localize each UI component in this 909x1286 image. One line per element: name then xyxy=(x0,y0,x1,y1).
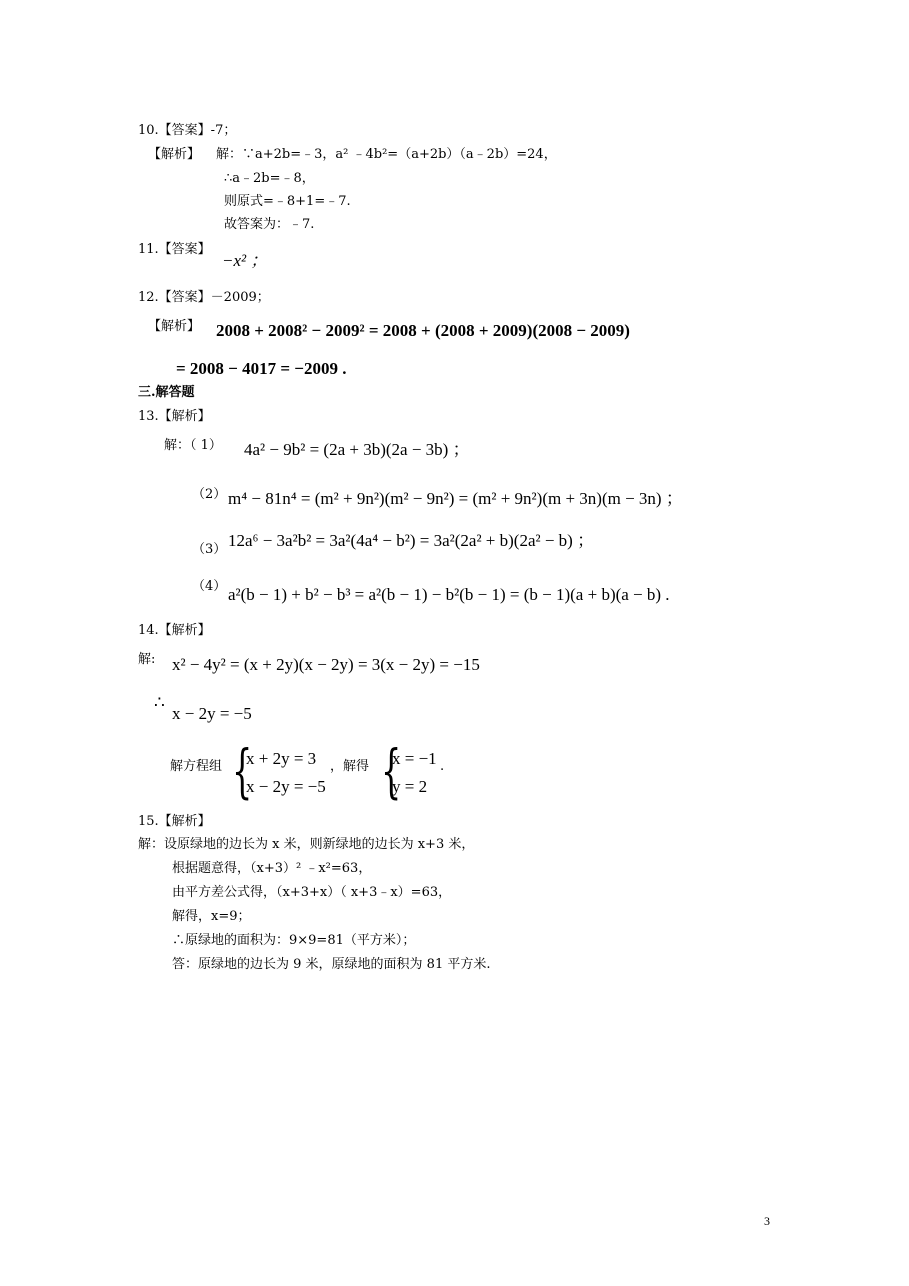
q14-solution-y: y = 2 xyxy=(392,777,428,796)
q13-part3-label: （3） xyxy=(192,542,227,557)
section-title-answers: 三.解答题 xyxy=(138,385,195,400)
q13-part1-equation: 4a² − 9b² = (2a + 3b)(2a − 3b) ； xyxy=(244,440,470,459)
q15-line6: 答：原绿地的边长为 9 米，原绿地的面积为 81 平方米. xyxy=(172,957,491,972)
q14-solution-x: x = −1 xyxy=(392,749,437,768)
q14-solved-text: ，解得 xyxy=(330,759,370,774)
q12-analysis-label: 【解析】 xyxy=(148,319,201,334)
q15-line3: 由平方差公式得，（x+3+x）（ x+3﹣x）=63， xyxy=(172,885,452,900)
q10-analysis-line4: 故答案为：﹣7. xyxy=(224,217,315,232)
q12-equation-line1: 2008 + 2008² − 2009² = 2008 + (2008 + 2009)(2008 − 2009) xyxy=(216,321,630,340)
q10-answer-heading: 10.【答案】-7； xyxy=(138,123,237,138)
q14-system2-brace: { xyxy=(381,737,402,805)
q13-part4-label: （4） xyxy=(192,579,227,594)
q10-analysis-line2: ∴a﹣2b=﹣8， xyxy=(224,171,315,186)
q14-system1-brace: { xyxy=(232,737,253,805)
q12-equation-line2: = 2008 − 4017 = −2009 . xyxy=(176,359,347,378)
q13-part3-equation: 12a⁶ − 3a²b² = 3a²(4a⁴ − b²) = 3a²(2a² + b)(2a² − b) ； xyxy=(228,531,595,550)
q15-line4: 解得，x=9； xyxy=(172,909,251,924)
q13-part2-equation: m⁴ − 81n⁴ = (m² + 9n²)(m² − 9n²) = (m² + 9n²)(m + 3n)(m − 3n) ； xyxy=(228,489,683,508)
q11-answer-formula: −x² ； xyxy=(222,251,268,270)
q13-heading: 13.【解析】 xyxy=(138,409,211,424)
q14-therefore-symbol: ∴ xyxy=(154,693,165,712)
q14-system1-eq1: x + 2y = 3 xyxy=(246,749,317,768)
q10-analysis-label: 【解析】 xyxy=(148,147,201,162)
q15-line2: 根据题意得，（x+3）² ﹣x²=63， xyxy=(172,861,372,876)
q14-system-text: 解方程组 xyxy=(170,759,223,774)
page-number: 3 xyxy=(764,1214,770,1228)
q14-solution-label: 解: xyxy=(138,652,156,667)
q13-part2-label: （2） xyxy=(192,487,227,502)
q14-equation2: x − 2y = −5 xyxy=(172,704,252,723)
q15-heading: 15.【解析】 xyxy=(138,814,211,829)
q13-part1-label: 解：（ 1） xyxy=(164,438,222,453)
q15-line5: ∴原绿地的面积为：9×9=81（平方米）； xyxy=(172,933,416,948)
q14-system1-eq2: x − 2y = −5 xyxy=(246,777,326,796)
q14-end-period: . xyxy=(440,759,445,774)
q12-answer-heading: 12.【答案】－2009； xyxy=(138,290,270,305)
q15-line1: 解：设原绿地的边长为 x 米，则新绿地的边长为 x+3 米， xyxy=(138,837,475,852)
q13-part4-equation: a²(b − 1) + b² − b³ = a²(b − 1) − b²(b − 1) = (b − 1)(a + b)(a − b) . xyxy=(228,585,670,604)
q11-answer-heading: 11.【答案】 xyxy=(138,242,211,257)
q14-heading: 14.【解析】 xyxy=(138,623,211,638)
q14-equation1: x² − 4y² = (x + 2y)(x − 2y) = 3(x − 2y) = −15 xyxy=(172,655,480,674)
q10-analysis-line3: 则原式=﹣8+1=﹣7. xyxy=(224,194,351,209)
q10-analysis-line1: 解：∵a+2b=﹣3，a² ﹣4b²=（a+2b）（a﹣2b）=24， xyxy=(216,147,557,162)
